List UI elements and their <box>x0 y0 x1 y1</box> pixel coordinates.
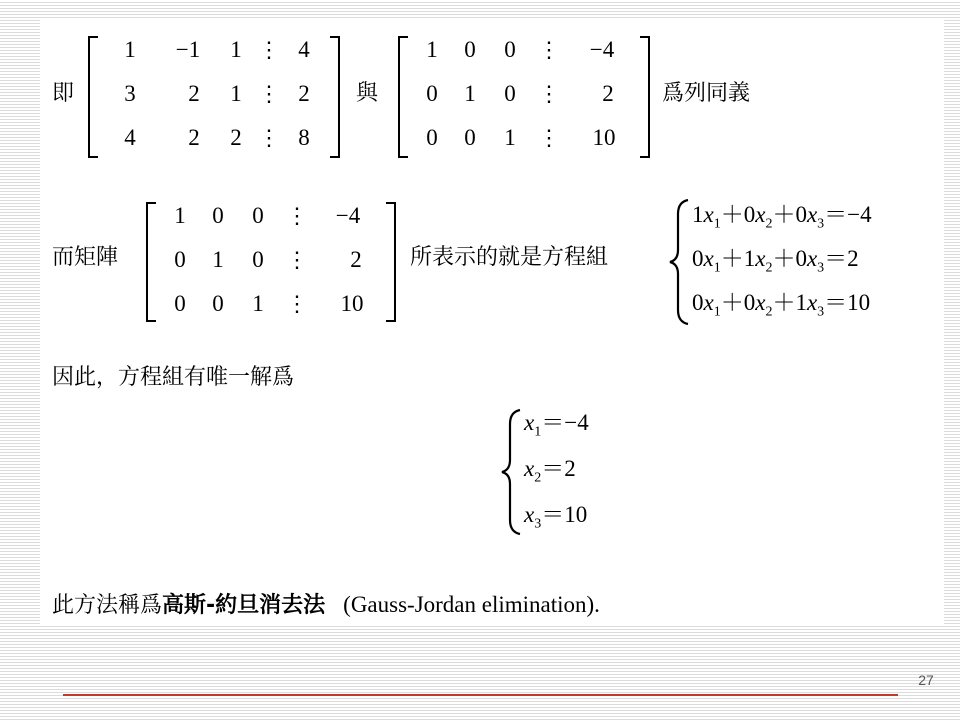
matrix-row <box>146 194 396 238</box>
footer-divider <box>63 694 898 696</box>
vdots-separator: ⋮ <box>286 247 308 272</box>
rhs: 2 <box>847 246 859 271</box>
matrix-row <box>146 282 396 326</box>
vdots-separator: ⋮ <box>538 81 560 106</box>
coef: 0 <box>692 246 704 271</box>
rhs: −4 <box>564 410 589 435</box>
matrix-cell: 0 <box>212 291 224 316</box>
page-number: 27 <box>918 672 934 688</box>
matrix-row <box>88 72 340 116</box>
matrix-cell: −1 <box>175 37 201 62</box>
matrix-cell: 10 <box>340 291 364 316</box>
label-matrix: 而矩陣 <box>52 245 119 270</box>
matrix-cell: −4 <box>589 37 615 62</box>
coef: 0 <box>743 202 756 227</box>
subscript: 3 <box>534 516 542 532</box>
matrix-row <box>398 116 650 160</box>
solution-intro: 因此，方程組有唯一解爲 <box>52 365 295 390</box>
matrix-row <box>146 238 396 282</box>
matrix-cell: 0 <box>464 125 476 150</box>
matrix-cell: 1 <box>504 125 516 150</box>
coef: 1 <box>795 290 807 315</box>
matrix-cell: 10 <box>592 125 616 150</box>
rhs: 10 <box>564 502 588 527</box>
method-sentence <box>52 588 600 619</box>
matrix-cell: 0 <box>426 81 438 106</box>
label-equivalent: 爲列同義 <box>662 81 751 106</box>
matrix-cell: −4 <box>335 203 361 228</box>
label-yu: 與 <box>356 81 379 106</box>
left-brace-system <box>666 198 692 326</box>
method-name: 高斯-約旦消去法 <box>162 593 326 618</box>
solution-row: $x_3=10$ <box>524 502 588 532</box>
label-represent: 所表示的就是方程組 <box>410 245 609 270</box>
rhs: 2 <box>564 456 576 481</box>
matrix-row <box>88 116 340 160</box>
matrix-b <box>398 36 650 158</box>
matrix-cell: 4 <box>298 37 310 62</box>
solution-system <box>524 402 654 538</box>
matrix-cell: 0 <box>212 203 224 228</box>
vdots-separator: ⋮ <box>258 81 280 106</box>
matrix-cell: 0 <box>464 37 476 62</box>
matrix-cell: 3 <box>124 81 136 106</box>
matrix-cell: 2 <box>230 125 242 150</box>
coef: 1 <box>692 202 704 227</box>
matrix-a <box>88 36 340 158</box>
rhs: −4 <box>847 202 872 227</box>
matrix-row <box>398 72 650 116</box>
vdots-separator: ⋮ <box>286 291 308 316</box>
equation-row: $0x_1+1x_2+0x_3=2$ <box>692 246 859 276</box>
solution-row: $x_1=-4$ <box>524 410 589 440</box>
matrix-cell: 1 <box>426 37 438 62</box>
matrix-cell: 0 <box>252 247 264 272</box>
matrix-cell: 0 <box>426 125 438 150</box>
matrix-cell: 0 <box>504 81 516 106</box>
matrix-cell: 0 <box>504 37 516 62</box>
coef: 0 <box>743 290 756 315</box>
matrix-cell: 0 <box>174 291 186 316</box>
rhs: 10 <box>847 290 871 315</box>
matrix-cell: 2 <box>298 81 310 106</box>
matrix-cell: 0 <box>252 203 264 228</box>
coef: 0 <box>692 290 704 315</box>
matrix-cell: 1 <box>230 81 242 106</box>
matrix-cell: 2 <box>350 247 362 272</box>
matrix-cell: 1 <box>464 81 476 106</box>
vdots-separator: ⋮ <box>258 37 280 62</box>
label-ji: 即 <box>52 81 75 106</box>
matrix-row <box>398 28 650 72</box>
matrix-cell: 2 <box>188 125 200 150</box>
coef: 1 <box>743 246 756 271</box>
matrix-cell: 1 <box>212 247 224 272</box>
equation-row: $0x_1+0x_2+1x_3=10$ <box>692 290 871 320</box>
equation-row: $1x_1+0x_2+0x_3=-4$ <box>692 202 872 232</box>
matrix-cell: 1 <box>230 37 242 62</box>
vdots-separator: ⋮ <box>538 125 560 150</box>
matrix-cell: 4 <box>124 125 136 150</box>
matrix-cell: 2 <box>602 81 614 106</box>
vdots-separator: ⋮ <box>258 125 280 150</box>
method-prefix: 此方法稱爲 <box>52 593 163 618</box>
matrix-cell: 8 <box>298 125 310 150</box>
matrix-c <box>146 202 396 322</box>
left-brace-solution <box>498 408 524 536</box>
coef: 0 <box>795 202 807 227</box>
matrix-cell: 1 <box>124 37 136 62</box>
method-english: (Gauss-Jordan elimination). <box>343 592 600 617</box>
subscript: 1 <box>534 424 542 440</box>
vdots-separator: ⋮ <box>286 203 308 228</box>
solution-row: $x_2=2$ <box>524 456 576 486</box>
matrix-row <box>88 28 340 72</box>
equation-system <box>692 194 942 324</box>
matrix-cell: 1 <box>252 291 264 316</box>
matrix-cell: 2 <box>188 81 200 106</box>
vdots-separator: ⋮ <box>538 37 560 62</box>
matrix-cell: 1 <box>174 203 186 228</box>
coef: 0 <box>795 246 807 271</box>
subscript: 2 <box>534 470 542 486</box>
matrix-cell: 0 <box>174 247 186 272</box>
